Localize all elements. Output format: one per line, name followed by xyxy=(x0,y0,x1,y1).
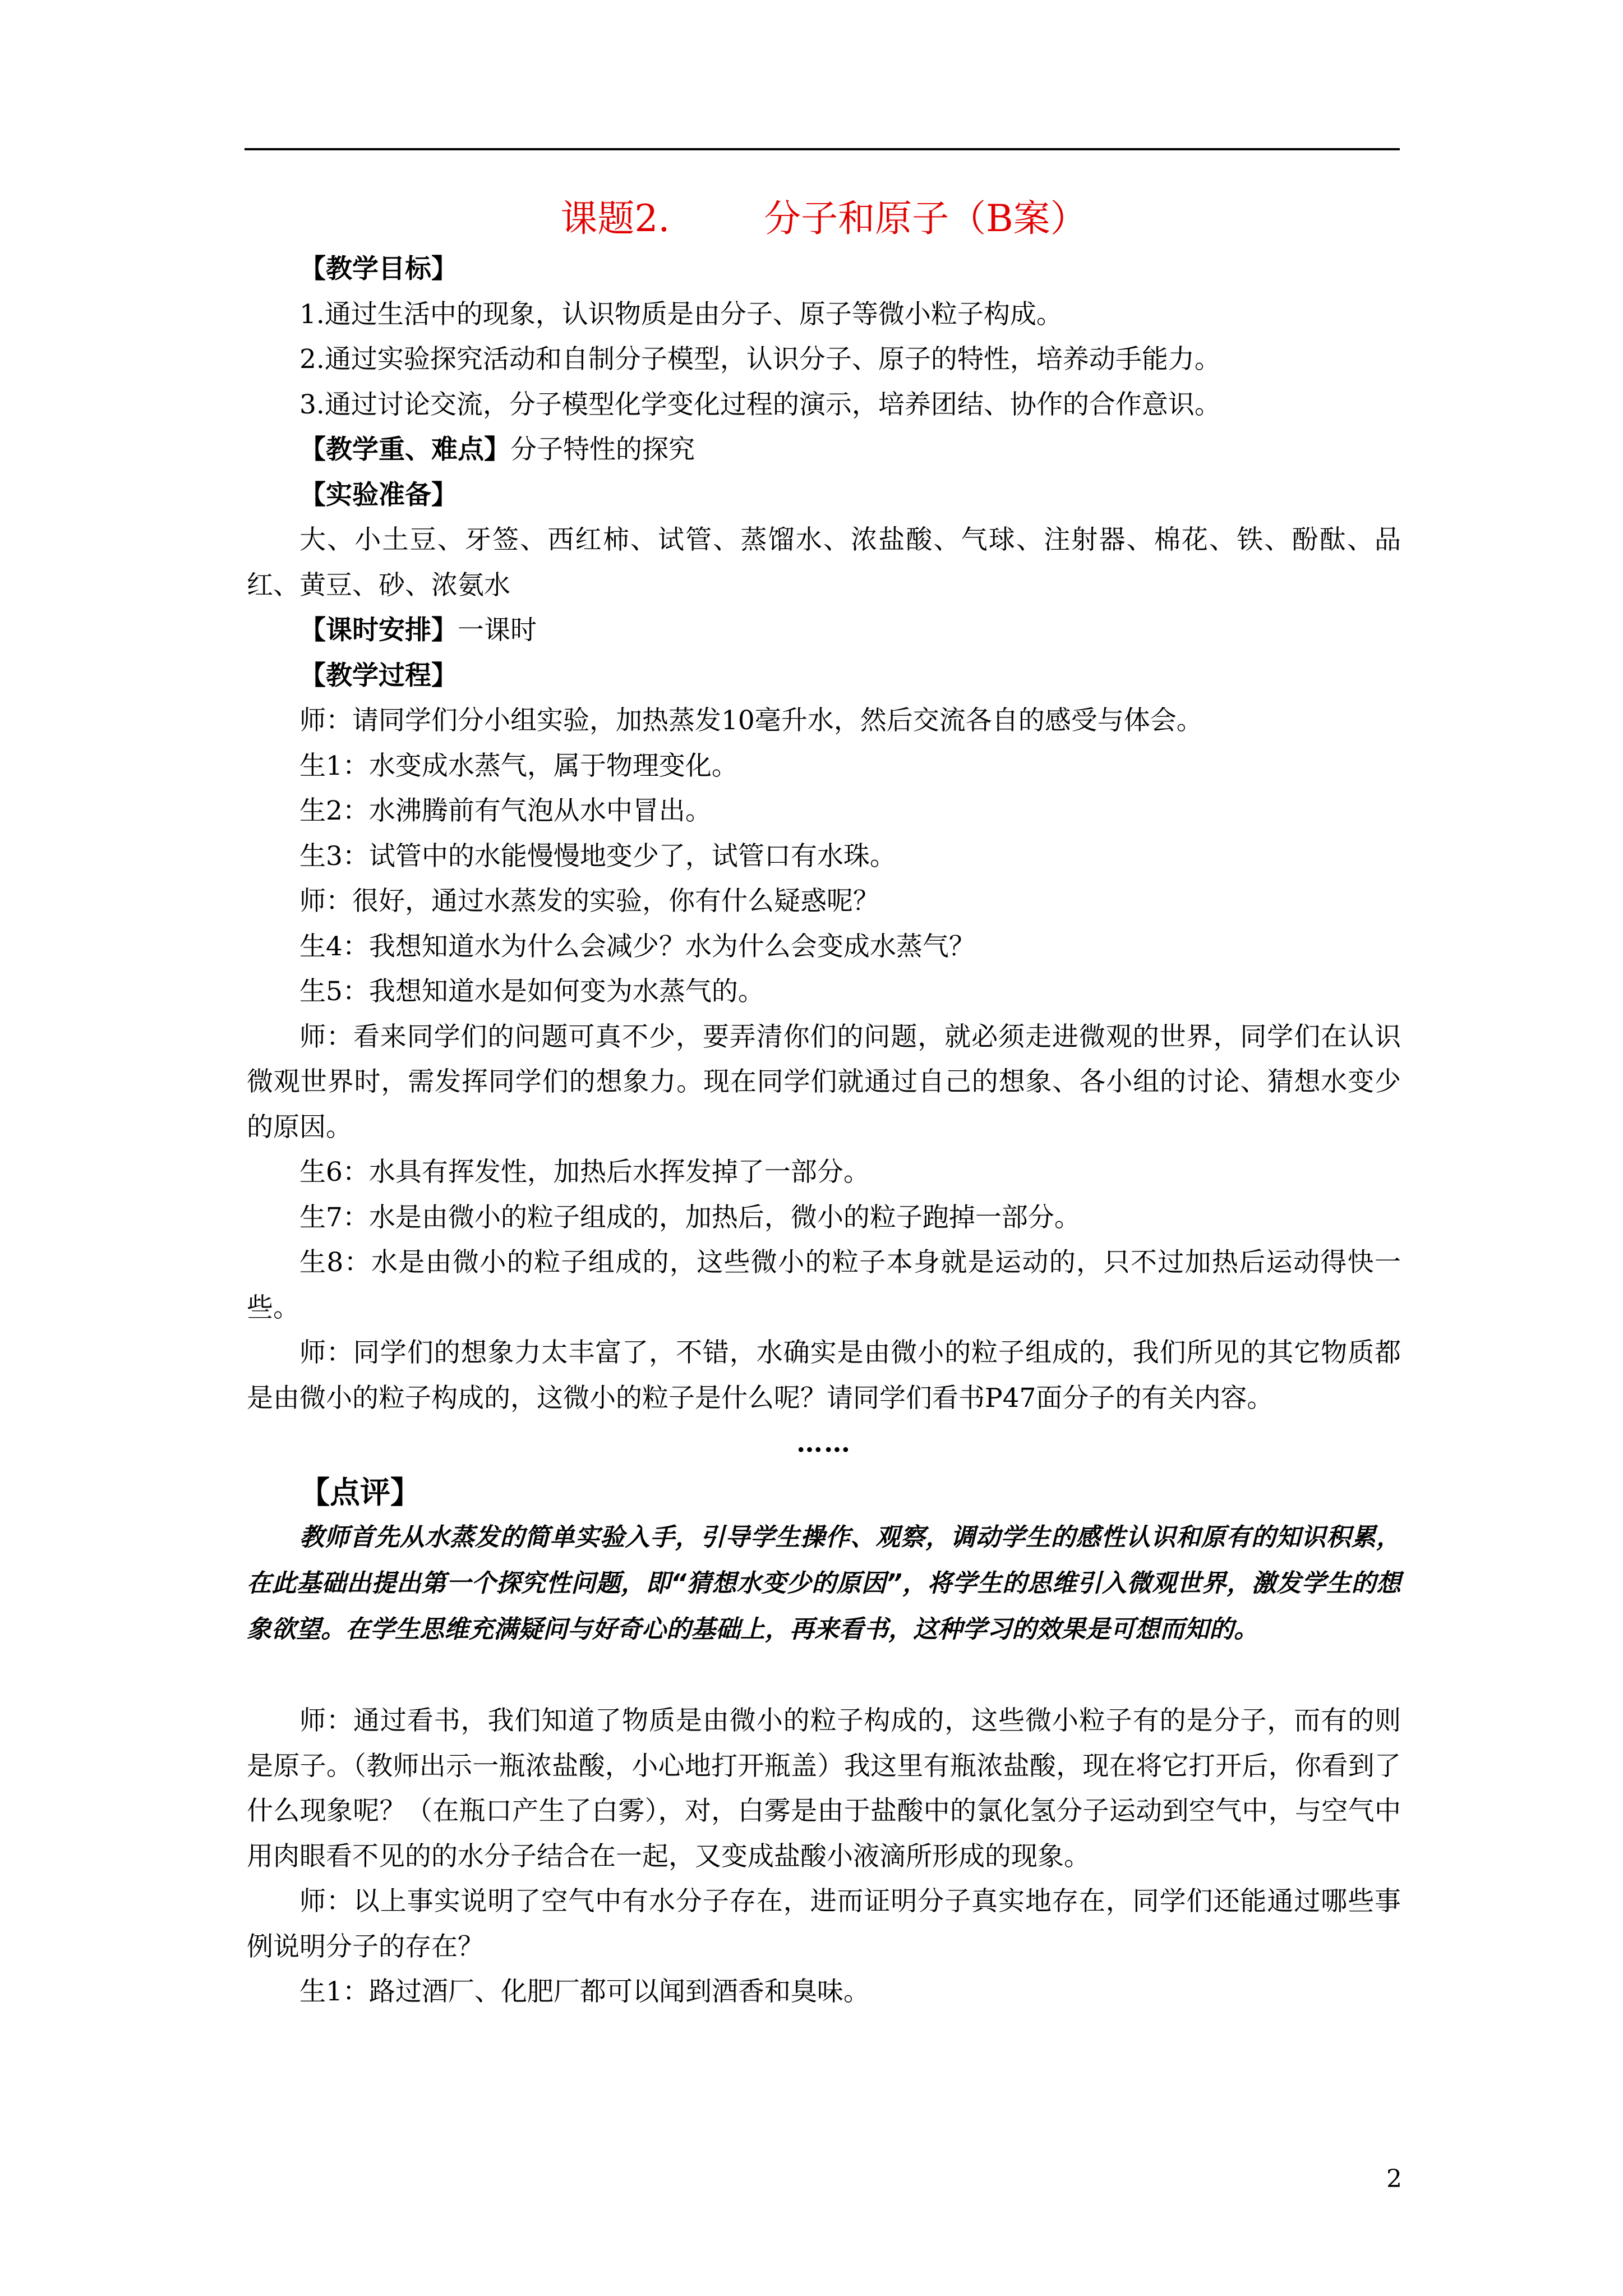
dialogue-line: 生1：路过酒厂、化肥厂都可以闻到酒香和臭味。 xyxy=(299,1976,870,2007)
dialogue-line: 生8：水是由微小的粒子组成的，这些微小的粒子本身就是运动的，只不过加热后运动得快一些。 xyxy=(247,1247,1401,1323)
dialogue-line: 师：看来同学们的问题可真不少，要弄清你们的问题，就必须走进微观的世界，同学们在认识微观世界时，需发挥同学们的想象力。现在同学们就通过自己的想象、各小组的讨论、猜想水变少的原因。 xyxy=(247,1021,1401,1143)
blank-line xyxy=(247,1653,1401,1699)
goal-item: 1.通过生活中的现象，认识物质是由分子、原子等微小粒子构成。 xyxy=(299,298,1063,330)
dialogue-line: 生7：水是由微小的粒子组成的，加热后，微小的粒子跑掉一部分。 xyxy=(299,1202,1081,1233)
header-rule xyxy=(245,148,1400,150)
time-text: 一课时 xyxy=(458,615,537,646)
dialogue-line: 生3：试管中的水能慢慢地变少了，试管口有水珠。 xyxy=(299,840,896,872)
dialogue-line: 师：请同学们分小组实验，加热蒸发10毫升水，然后交流各自的感受与体会。 xyxy=(299,705,1203,736)
dialogue-line: 生1：水变成水蒸气，属于物理变化。 xyxy=(299,750,738,781)
dialogue-line: 师：同学们的想象力太丰富了，不错，水确实是由微小的粒子组成的，我们所见的其它物质都是由微小的粒子构成的，这微小的粒子是什么呢？请同学们看书P47面分子的有关内容。 xyxy=(247,1337,1401,1414)
ellipsis: …… xyxy=(796,1428,851,1458)
document-body xyxy=(247,247,1401,2015)
prep-text: 大、小土豆、牙签、西红柿、试管、蒸馏水、浓盐酸、气球、注射器、棉花、铁、酚酞、品红、黄豆、砂、浓氨水 xyxy=(247,524,1401,601)
prep-heading: 【实验准备】 xyxy=(299,479,458,510)
time-arrangement xyxy=(247,608,1401,654)
review-heading: 【点评】 xyxy=(299,1474,421,1510)
time-heading: 【课时安排】 xyxy=(299,615,458,646)
dialogue-line: 生5：我想知道水是如何变为水蒸气的。 xyxy=(299,976,764,1007)
dialogue-line: 生4：我想知道水为什么会减少？水为什么会变成水蒸气？ xyxy=(299,931,975,962)
goal-item: 2.通过实验探究活动和自制分子模型，认识分子、原子的特性，培养动手能力。 xyxy=(299,344,1221,375)
dialogue-line: 师：通过看书，我们知道了物质是由微小的粒子构成的，这些微小粒子有的是分子，而有的则是原子。（教师出示一瓶浓盐酸，小心地打开瓶盖）我这里有瓶浓盐酸，现在将它打开后，你看到了什么现象呢？（在瓶口产生了白雾），对，白雾是由于盐酸中的氯化氢分子运动到空气中，与空气中用肉眼看不见的的水分子结合在一起，又变成盐酸小液滴所形成的现象。 xyxy=(247,1705,1401,1872)
goal-item: 3.通过讨论交流，分子模型化学变化过程的演示，培养团结、协作的合作意识。 xyxy=(299,389,1221,420)
key-points xyxy=(247,427,1401,473)
goals-heading: 【教学目标】 xyxy=(299,254,458,284)
dialogue-line: 师：很好，通过水蒸发的实验，你有什么疑惑呢？ xyxy=(299,886,879,917)
process-heading: 【教学过程】 xyxy=(299,660,458,691)
dialogue-line: 师：以上事实说明了空气中有水分子存在，进而证明分子真实地存在，同学们还能通过哪些事例说明分子的存在？ xyxy=(247,1886,1401,1962)
dialogue-line: 生2：水沸腾前有气泡从水中冒出。 xyxy=(299,795,712,826)
review-text: 教师首先从水蒸发的简单实验入手，引导学生操作、观察，调动学生的感性认识和原有的知识积累，在此基础出提出第一个探究性问题，即“猜想水变少的原因”，将学生的思维引入微观世界，激发学生的想象欲望。在学生思维充满疑问与好奇心的基础上，再来看书，这种学习的效果是可想而知的。 xyxy=(247,1523,1401,1644)
key-points-heading: 【教学重、难点】 xyxy=(299,434,510,465)
page-title: 课题2. 分子和原子（B案） xyxy=(560,197,1087,240)
key-points-text: 分子特性的探究 xyxy=(510,434,695,465)
dialogue-line: 生6：水具有挥发性，加热后水挥发掉了一部分。 xyxy=(299,1157,870,1188)
page-number: 2 xyxy=(1386,2165,1402,2193)
